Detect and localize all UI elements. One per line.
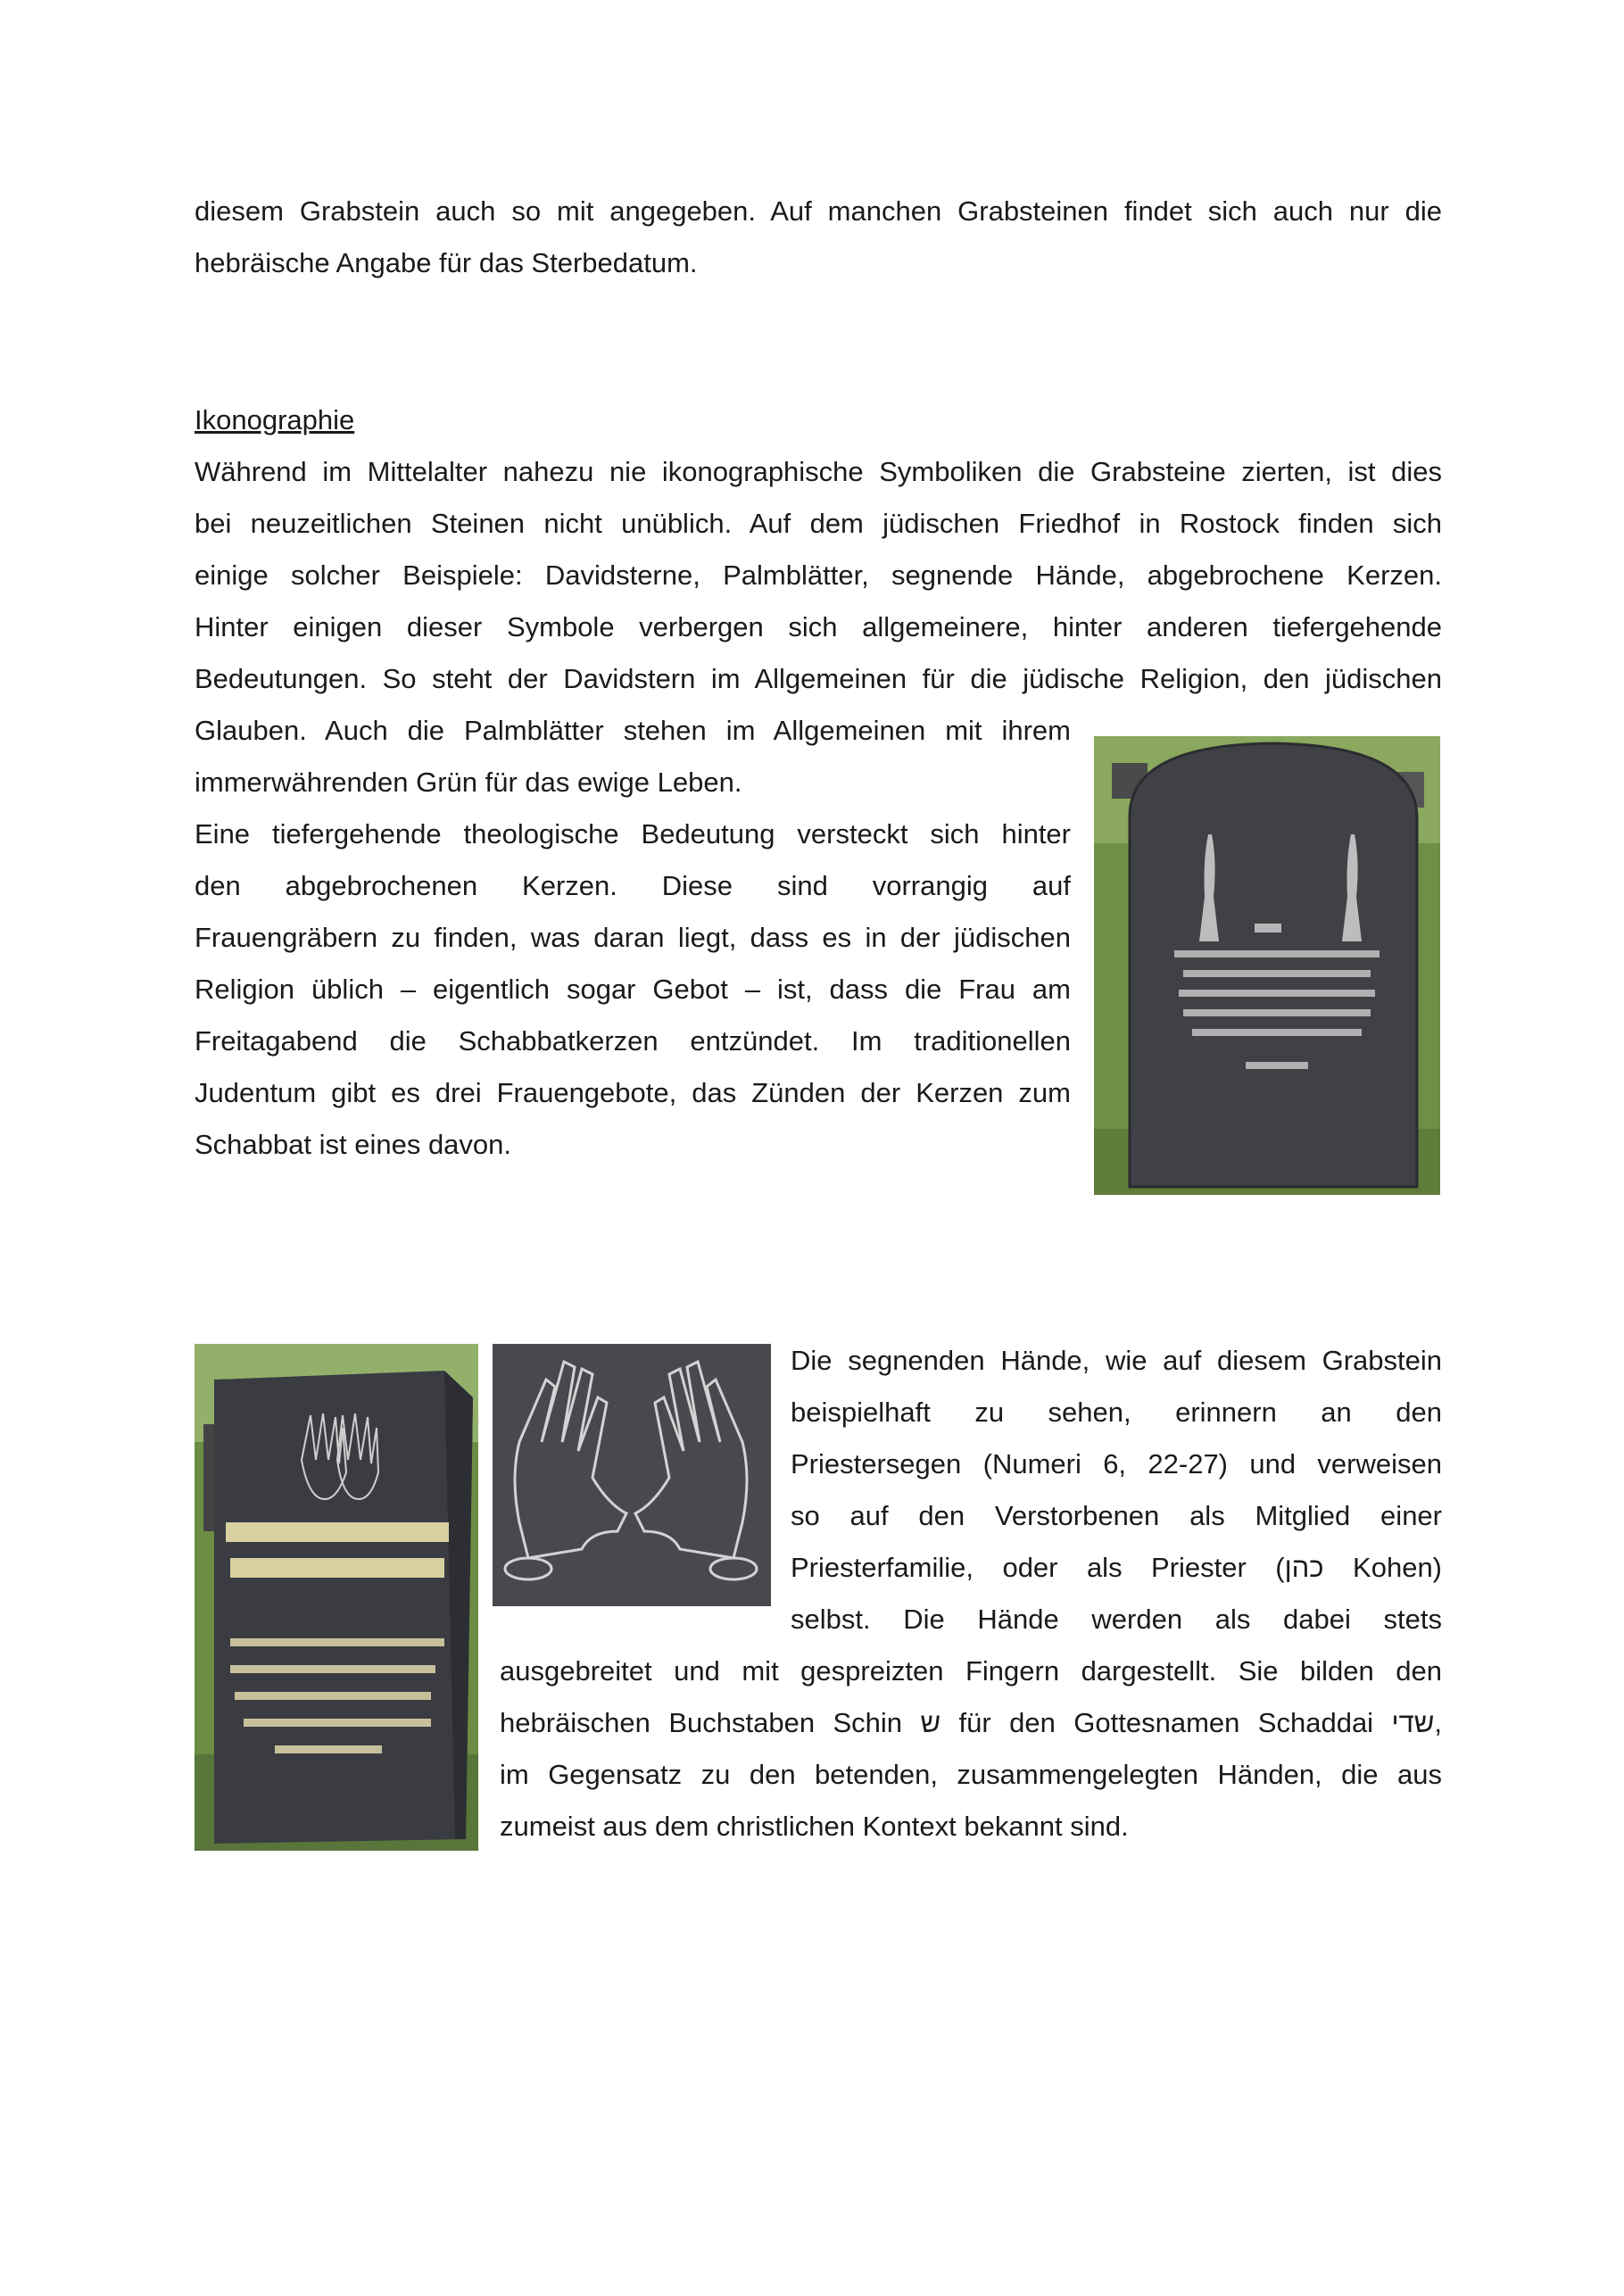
paragraph-candles bbox=[195, 808, 1071, 1171]
text-line: diesem Grabstein auch so mit angegeben. Auf manchen Grabsteinen findet sich auch nur die bbox=[195, 195, 1442, 227]
text-line: einige solcher Beispiele: Davidsterne, Palmblätter, segnende Hände, abgebrochene Kerzen. bbox=[195, 559, 1442, 591]
paragraph-intro bbox=[195, 446, 1442, 705]
text-line: immerwährenden Grün für das ewige Leben. bbox=[195, 767, 742, 798]
gravestone-hands-photo bbox=[195, 1344, 478, 1851]
text-line: Glauben. Auch die Palmblätter stehen im Allgemeinen mit ihrem bbox=[195, 715, 1071, 746]
text-line: Religion üblich – eigentlich sogar Gebot – ist, dass die Frau am bbox=[195, 974, 1071, 1005]
text-line: hebräischen Buchstaben Schin ש für den Gottesnamen Schaddai שדי, bbox=[500, 1707, 1442, 1738]
text-line: Judentum gibt es drei Frauengebote, das Zünden der Kerzen zum bbox=[195, 1077, 1071, 1108]
text-line: hebräische Angabe für das Sterbedatum. bbox=[195, 247, 698, 278]
text-line: selbst. Die Hände werden als dabei stets bbox=[791, 1604, 1442, 1635]
text-line: Während im Mittelalter nahezu nie ikonographische Symboliken die Grabsteine zierten, ist dies bbox=[195, 456, 1442, 487]
text-line: Priestersegen (Numeri 6, 22-27) und verweisen bbox=[791, 1448, 1442, 1480]
text-line: Freitagabend die Schabbatkerzen entzündet. Im traditionellen bbox=[195, 1025, 1071, 1057]
text-line: Eine tiefergehende theologische Bedeutung versteckt sich hinter bbox=[195, 818, 1071, 850]
section-heading: Ikonographie bbox=[195, 404, 355, 435]
gravestone-candles-photo bbox=[1094, 736, 1440, 1195]
text-line: Priesterfamilie, oder als Priester (כהן Kohen) bbox=[791, 1552, 1443, 1583]
text-line: im Gegensatz zu den betenden, zusammengelegten Händen, die aus bbox=[500, 1759, 1442, 1790]
paragraph-top bbox=[195, 186, 1442, 289]
text-line: zumeist aus dem christlichen Kontext bekannt sind. bbox=[500, 1811, 1129, 1842]
text-line: den abgebrochenen Kerzen. Diese sind vorrangig auf bbox=[195, 870, 1071, 901]
text-line: ausgebreitet und mit gespreizten Fingern dargestellt. Sie bilden den bbox=[500, 1655, 1442, 1687]
text-line: beispielhaft zu sehen, erinnern an den bbox=[791, 1397, 1442, 1428]
paragraph-palm bbox=[195, 705, 1071, 808]
text-line: Bedeutungen. So steht der Davidstern im Allgemeinen für die jüdische Religion, den jüdischen bbox=[195, 663, 1442, 694]
text-line: Schabbat ist eines davon. bbox=[195, 1129, 512, 1160]
text-line: Hinter einigen dieser Symbole verbergen sich allgemeinere, hinter anderen tiefergehende bbox=[195, 611, 1442, 642]
text-line: bei neuzeitlichen Steinen nicht unüblich. Auf dem jüdischen Friedhof in Rostock finden sich bbox=[195, 508, 1442, 539]
paragraph-hands-wide bbox=[500, 1645, 1442, 1853]
text-line: so auf den Verstorbenen als Mitglied einer bbox=[791, 1500, 1442, 1531]
paragraph-hands-narrow bbox=[791, 1335, 1442, 1645]
text-line: Frauengräbern zu finden, was daran liegt, dass es in der jüdischen bbox=[195, 922, 1071, 953]
text-line: Die segnenden Hände, wie auf diesem Grabstein bbox=[791, 1345, 1442, 1376]
blessing-hands-closeup-photo bbox=[493, 1344, 771, 1606]
